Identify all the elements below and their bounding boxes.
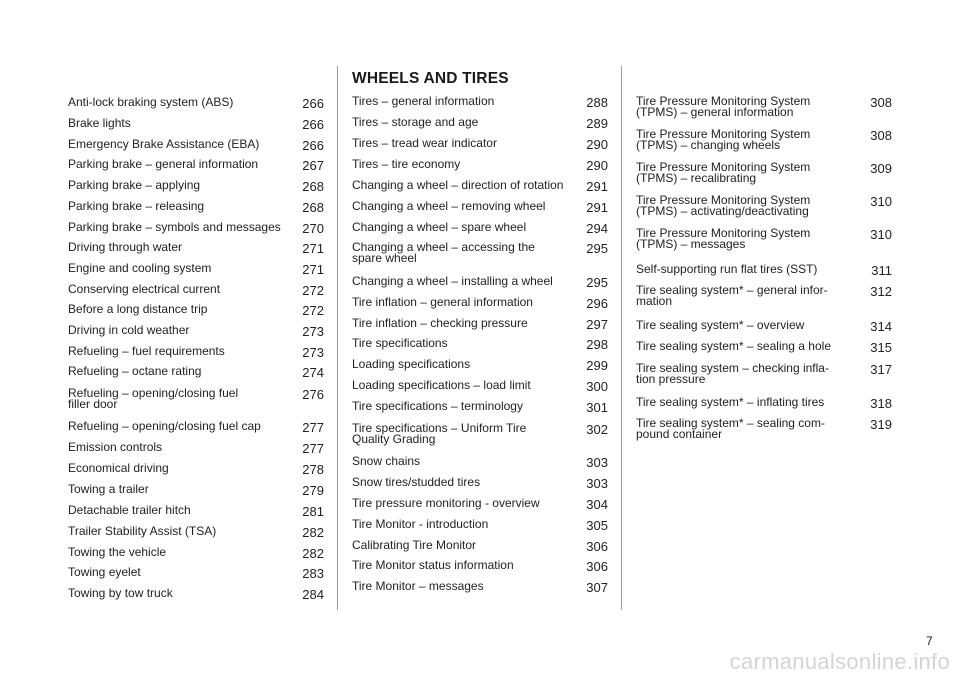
toc-entry-page: 306	[586, 539, 608, 554]
toc-entry-title: Self-supporting run flat tires (SST)	[636, 262, 818, 276]
toc-entry-page: 308	[870, 95, 892, 110]
toc-entry[interactable]	[352, 477, 608, 490]
toc-entry-title: Calibrating Tire Monitor	[352, 538, 477, 552]
toc-entry[interactable]	[352, 540, 608, 553]
toc-entry-page: 308	[870, 128, 892, 143]
toc-entry-page: 314	[870, 319, 892, 334]
toc-entry-title: Tire Monitor - introduction	[352, 517, 489, 531]
toc-entry[interactable]	[68, 388, 324, 410]
toc-entry-title: Tire sealing system* – inflating tires	[636, 395, 825, 409]
toc-entry-title: Tires – tire economy	[352, 157, 461, 171]
toc-entry-page: 268	[302, 179, 324, 194]
toc-entry[interactable]	[636, 363, 892, 385]
toc-entry[interactable]	[68, 442, 324, 455]
toc-entry[interactable]	[68, 567, 324, 580]
toc-entry[interactable]	[352, 519, 608, 532]
toc-entry[interactable]	[636, 228, 892, 250]
column-divider-right	[621, 66, 622, 610]
toc-entry-page: 283	[302, 566, 324, 581]
toc-entry-title: Tire sealing system* – general infor- mation	[636, 283, 828, 308]
toc-entry-page: 307	[586, 580, 608, 595]
toc-entry[interactable]	[352, 159, 608, 172]
toc-entry-page: 277	[302, 441, 324, 456]
toc-entry-page: 273	[302, 345, 324, 360]
toc-entry-title: Tire Pressure Monitoring System (TPMS) – activating/deactivating	[636, 193, 811, 218]
toc-entry-title: Tire Monitor status information	[352, 558, 514, 572]
toc-entry-page: 295	[586, 275, 608, 290]
watermark: carmanualsonline.info	[729, 649, 950, 674]
toc-entry[interactable]	[352, 318, 608, 331]
toc-entry-title: Tire sealing system* – overview	[636, 318, 805, 332]
toc-entry-title: Tire inflation – general information	[352, 295, 533, 309]
toc-entry-title: Changing a wheel – removing wheel	[352, 199, 546, 213]
toc-entry-page: 273	[302, 324, 324, 339]
toc-entry[interactable]	[352, 498, 608, 511]
toc-entry-title: Tire specifications	[352, 336, 448, 350]
toc-entry[interactable]	[68, 304, 324, 317]
toc-entry[interactable]	[68, 325, 324, 338]
toc-entry-title: Anti-lock braking system (ABS)	[68, 95, 234, 109]
toc-entry[interactable]	[352, 117, 608, 130]
toc-entry-title: Loading specifications	[352, 357, 471, 371]
toc-entry-page: 310	[870, 227, 892, 242]
toc-entry[interactable]	[68, 222, 324, 235]
toc-entry-page: 303	[586, 455, 608, 470]
toc-entry-title: Parking brake – releasing	[68, 199, 205, 213]
toc-entry-title: Tires – storage and age	[352, 115, 479, 129]
toc-entry-page: 302	[586, 422, 608, 437]
toc-entry-page: 290	[586, 137, 608, 152]
toc-entry[interactable]	[352, 180, 608, 193]
toc-entry-page: 310	[870, 194, 892, 209]
toc-entry-title: Tires – general information	[352, 94, 495, 108]
toc-entry-title: Parking brake – general information	[68, 157, 259, 171]
toc-entry[interactable]	[352, 423, 608, 445]
toc-entry[interactable]	[352, 242, 608, 264]
toc-entry-page: 284	[302, 587, 324, 602]
toc-entry[interactable]	[636, 264, 892, 277]
toc-entry-page: 291	[586, 179, 608, 194]
toc-entry[interactable]	[68, 588, 324, 601]
toc-entry-page: 296	[586, 296, 608, 311]
toc-entry-title: Emergency Brake Assistance (EBA)	[68, 137, 260, 151]
toc-entry-title: Tire sealing system* – sealing a hole	[636, 339, 831, 353]
toc-entry-title: Trailer Stability Assist (TSA)	[68, 524, 217, 538]
toc-entry[interactable]	[352, 276, 608, 289]
toc-entry[interactable]	[68, 118, 324, 131]
section-title: WHEELS AND TIRES	[352, 70, 509, 87]
toc-entry[interactable]	[636, 397, 892, 410]
toc-entry-page: 279	[302, 483, 324, 498]
toc-entry-page: 274	[302, 365, 324, 380]
toc-entry-page: 276	[302, 387, 324, 402]
toc-entry-title: Before a long distance trip	[68, 302, 208, 316]
toc-entry[interactable]	[352, 456, 608, 469]
toc-entry[interactable]	[352, 401, 608, 414]
toc-entry-title: Economical driving	[68, 461, 169, 475]
toc-entry-page: 305	[586, 518, 608, 533]
toc-entry-page: 272	[302, 303, 324, 318]
toc-entry[interactable]	[68, 526, 324, 539]
toc-entry-page: 289	[586, 116, 608, 131]
toc-entry-title: Refueling – fuel requirements	[68, 344, 225, 358]
toc-entry-title: Refueling – octane rating	[68, 364, 202, 378]
toc-entry-title: Tire specifications – terminology	[352, 399, 523, 413]
page-number: 7	[926, 634, 933, 648]
toc-entry-page: 271	[302, 241, 324, 256]
toc-entry[interactable]	[352, 581, 608, 594]
toc-entry-title: Tire specifications – Uniform Tire Quality Grading	[352, 421, 527, 446]
toc-entry[interactable]	[352, 560, 608, 573]
toc-entry-page: 267	[302, 158, 324, 173]
toc-entry[interactable]	[68, 284, 324, 297]
toc-entry-page: 277	[302, 420, 324, 435]
toc-entry[interactable]	[68, 201, 324, 214]
toc-entry-page: 304	[586, 497, 608, 512]
toc-entry[interactable]	[68, 97, 324, 110]
toc-entry-page: 266	[302, 117, 324, 132]
toc-entry-title: Towing the vehicle	[68, 545, 167, 559]
toc-entry-page: 303	[586, 476, 608, 491]
toc-entry-title: Tire Pressure Monitoring System (TPMS) – changing wheels	[636, 127, 811, 152]
toc-entry-page: 270	[302, 221, 324, 236]
toc-entry[interactable]	[636, 418, 892, 440]
toc-entry[interactable]	[636, 129, 892, 151]
toc-entry-title: Towing eyelet	[68, 565, 141, 579]
toc-entry[interactable]	[636, 162, 892, 184]
toc-entry-page: 319	[870, 417, 892, 432]
toc-entry-page: 311	[871, 263, 892, 278]
toc-entry-title: Towing a trailer	[68, 482, 149, 496]
toc-entry-title: Tire Monitor – messages	[352, 579, 484, 593]
toc-entry-page: 282	[302, 525, 324, 540]
toc-entry-page: 272	[302, 283, 324, 298]
toc-entry[interactable]	[636, 96, 892, 118]
toc-entry-page: 271	[302, 262, 324, 277]
toc-entry-title: Tire Pressure Monitoring System (TPMS) – messages	[636, 226, 811, 251]
toc-entry-page: 268	[302, 200, 324, 215]
toc-entry[interactable]	[636, 285, 892, 307]
toc-entry[interactable]	[352, 138, 608, 151]
toc-entry-page: 288	[586, 95, 608, 110]
toc-entry[interactable]	[636, 341, 892, 354]
toc-entry[interactable]	[68, 346, 324, 359]
toc-entry-title: Parking brake – symbols and messages	[68, 220, 281, 234]
toc-entry-page: 309	[870, 161, 892, 176]
toc-entry-title: Tires – tread wear indicator	[352, 136, 497, 150]
toc-entry-page: 295	[586, 241, 608, 256]
toc-entry-title: Conserving electrical current	[68, 282, 221, 296]
toc-entry-page: 281	[302, 504, 324, 519]
toc-entry[interactable]	[68, 242, 324, 255]
toc-entry[interactable]	[68, 139, 324, 152]
toc-entry-title: Driving through water	[68, 240, 183, 254]
toc-entry-page: 312	[870, 284, 892, 299]
toc-entry-title: Changing a wheel – spare wheel	[352, 220, 527, 234]
toc-entry-page: 278	[302, 462, 324, 477]
toc-entry-page: 282	[302, 546, 324, 561]
toc-entry-title: Tire pressure monitoring - overview	[352, 496, 540, 510]
toc-entry[interactable]	[68, 484, 324, 497]
toc-entry-title: Loading specifications – load limit	[352, 378, 531, 392]
toc-entry-title: Driving in cold weather	[68, 323, 190, 337]
toc-entry-title: Tire inflation – checking pressure	[352, 316, 528, 330]
toc-entry-title: Snow chains	[352, 454, 421, 468]
toc-entry[interactable]	[352, 96, 608, 109]
toc-entry-page: 266	[302, 96, 324, 111]
toc-entry[interactable]	[68, 547, 324, 560]
toc-entry-page: 294	[586, 221, 608, 236]
toc-entry-title: Changing a wheel – installing a wheel	[352, 274, 553, 288]
toc-entry[interactable]	[68, 366, 324, 379]
toc-entry-title: Detachable trailer hitch	[68, 503, 191, 517]
toc-entry-title: Tire sealing system* – sealing com- pound container	[636, 416, 825, 441]
toc-entry-page: 291	[586, 200, 608, 215]
toc-entry-title: Tire Pressure Monitoring System (TPMS) – general information	[636, 94, 811, 119]
toc-entry-title: Tire sealing system – checking infla- tion pressure	[636, 361, 829, 386]
toc-entry[interactable]	[68, 180, 324, 193]
toc-entry[interactable]	[352, 201, 608, 214]
toc-entry-page: 300	[586, 379, 608, 394]
toc-entry-page: 298	[586, 337, 608, 352]
toc-entry[interactable]	[352, 222, 608, 235]
toc-entry[interactable]	[352, 359, 608, 372]
toc-entry-page: 318	[870, 396, 892, 411]
toc-entry-page: 301	[586, 400, 608, 415]
toc-entry-page: 315	[870, 340, 892, 355]
toc-entry-page: 306	[586, 559, 608, 574]
toc-entry-title: Changing a wheel – direction of rotation	[352, 178, 564, 192]
toc-entry[interactable]	[68, 159, 324, 172]
toc-entry-page: 299	[586, 358, 608, 373]
toc-entry-title: Refueling – opening/closing fuel cap	[68, 419, 261, 433]
toc-entry[interactable]	[636, 320, 892, 333]
toc-entry[interactable]	[352, 380, 608, 393]
toc-entry-page: 266	[302, 138, 324, 153]
toc-entry[interactable]	[636, 195, 892, 217]
toc-entry-title: Towing by tow truck	[68, 586, 173, 600]
toc-entry-title: Changing a wheel – accessing the spare wheel	[352, 240, 535, 265]
toc-entry-page: 290	[586, 158, 608, 173]
toc-entry[interactable]	[352, 297, 608, 310]
toc-entry-title: Brake lights	[68, 116, 131, 130]
toc-entry-title: Parking brake – applying	[68, 178, 201, 192]
toc-entry-page: 317	[870, 362, 892, 377]
column-divider-left	[337, 66, 338, 610]
toc-entry-title: Engine and cooling system	[68, 261, 212, 275]
toc-entry-title: Snow tires/studded tires	[352, 475, 481, 489]
toc-entry-title: Emission controls	[68, 440, 163, 454]
toc-entry[interactable]	[68, 421, 324, 434]
toc-entry-title: Refueling – opening/closing fuel filler door	[68, 386, 239, 411]
toc-entry[interactable]	[68, 505, 324, 518]
toc-entry[interactable]	[68, 463, 324, 476]
toc-entry-page: 297	[586, 317, 608, 332]
toc-entry[interactable]	[352, 338, 608, 351]
toc-entry[interactable]	[68, 263, 324, 276]
toc-entry-title: Tire Pressure Monitoring System (TPMS) – recalibrating	[636, 160, 811, 185]
